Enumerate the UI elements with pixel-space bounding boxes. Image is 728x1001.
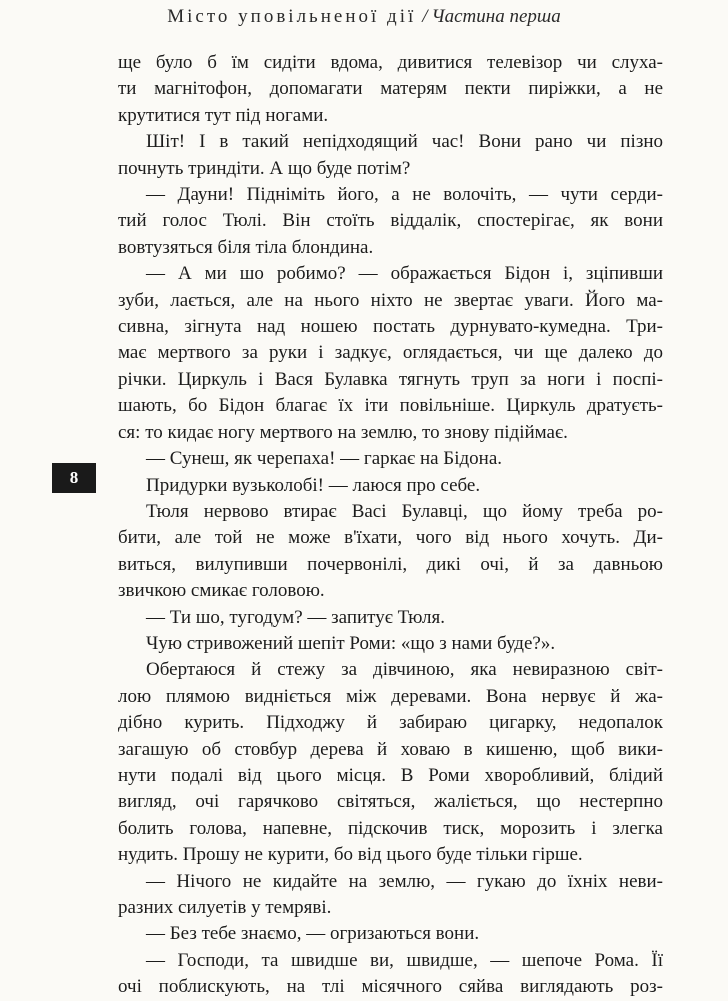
page-number: 8 — [52, 463, 96, 493]
text-line: дібно курить. Підходжу й забираю цигарку, недопалок — [118, 712, 663, 734]
text-line: разних силуетів у темряві. — [118, 897, 332, 918]
text-line: сивна, зігнута над ношею постать дурнувато-кумедна. Три- — [118, 316, 663, 338]
text-line: Придурки вузьколобі! — лаюся про себе. — [146, 474, 481, 496]
text-line: виться, вилупивши почервонілі, дикі очі, й за давньою — [118, 553, 663, 575]
text-line: — Сунеш, як черепаха! — гаркає на Бідона. — [146, 448, 502, 470]
text-line: бити, але той не може в'їхати, чого від нього хочуть. Ди- — [118, 527, 663, 549]
text-line: ся: то кидає ногу мертвого на землю, то знову підіймає. — [118, 421, 568, 443]
text-line: лою плямою видніється між деревами. Вона нервує й жа- — [118, 685, 663, 707]
text-line: шають, бо Бідон благає їх іти повільніше. Циркуль дратуєть- — [118, 395, 663, 417]
part-title: Частина перша — [431, 6, 561, 27]
text-line: ти магнітофон, допомагати матерям пекти пиріжки, а не — [118, 78, 663, 100]
text-line: крутитися тут під ногами. — [118, 104, 329, 126]
book-title: Місто уповільненої дії — [167, 6, 417, 27]
page-body — [118, 50, 663, 1001]
text-line: вигляд, очі гарячково світяться, жаліється, що нестерпно — [118, 791, 663, 813]
text-line: Тюля нервово втирає Васі Булавці, що йому треба ро- — [146, 500, 663, 522]
text-line: річки. Циркуль і Вася Булавка тягнуть труп за ноги і поспі- — [118, 368, 663, 390]
text-line: нути подалі від цього місця. В Роми хворобливий, блідий — [118, 764, 663, 786]
text-line: звичкою смикає головою. — [118, 580, 325, 602]
running-header — [0, 6, 728, 28]
text-line: має мертвого за руки і задкує, оглядається, чи ще далеко до — [118, 342, 663, 364]
text-line: болить голова, напевне, підскочив тиск, морозить і злегка — [118, 817, 663, 839]
text-line: зуби, лається, але на нього ніхто не звертає уваги. Його ма- — [118, 289, 663, 311]
text-line: тий голос Тюлі. Він стоїть віддалік, спостерігає, як вони — [118, 210, 663, 232]
text-line: — Ти шо, тугодум? — запитує Тюля. — [146, 606, 445, 628]
text-line: почнуть триндіти. А що буде потім? — [118, 157, 411, 179]
text-line: — Дауни! Підніміть його, а не волочіть, — чути серди- — [146, 184, 663, 206]
text-line: ще було б їм сидіти вдома, дивитися телевізор чи слуха- — [118, 52, 663, 73]
text-line: Шіт! І в такий непідходящий час! Вони рано чи пізно — [146, 131, 663, 153]
header-separator: / — [422, 6, 428, 27]
text-line: очі поблискують, на тлі місячного сяйва виглядають роз- — [118, 976, 663, 998]
text-line: загашую об стовбур дерева й ховаю в кишеню, щоб вики- — [118, 738, 663, 760]
text-line: — Господи, та швидше ви, швидше, — шепоче Рома. Її — [146, 949, 663, 971]
text-line: вовтузяться біля тіла блондина. — [118, 236, 374, 258]
text-line: нудить. Прошу не курити, бо від цього буде тільки гірше. — [118, 844, 583, 866]
text-line: — Без тебе знаємо, — огризаються вони. — [146, 923, 480, 945]
text-line: — Нічого не кидайте на землю, — гукаю до їхніх неви- — [146, 870, 663, 892]
text-line: Обертаюся й стежу за дівчиною, яка невиразною світ- — [146, 659, 663, 681]
text-line: Чую стривожений шепіт Роми: «що з нами буде?». — [146, 632, 556, 654]
text-line: — А ми шо робимо? — ображається Бідон і, зціпивши — [146, 263, 663, 285]
